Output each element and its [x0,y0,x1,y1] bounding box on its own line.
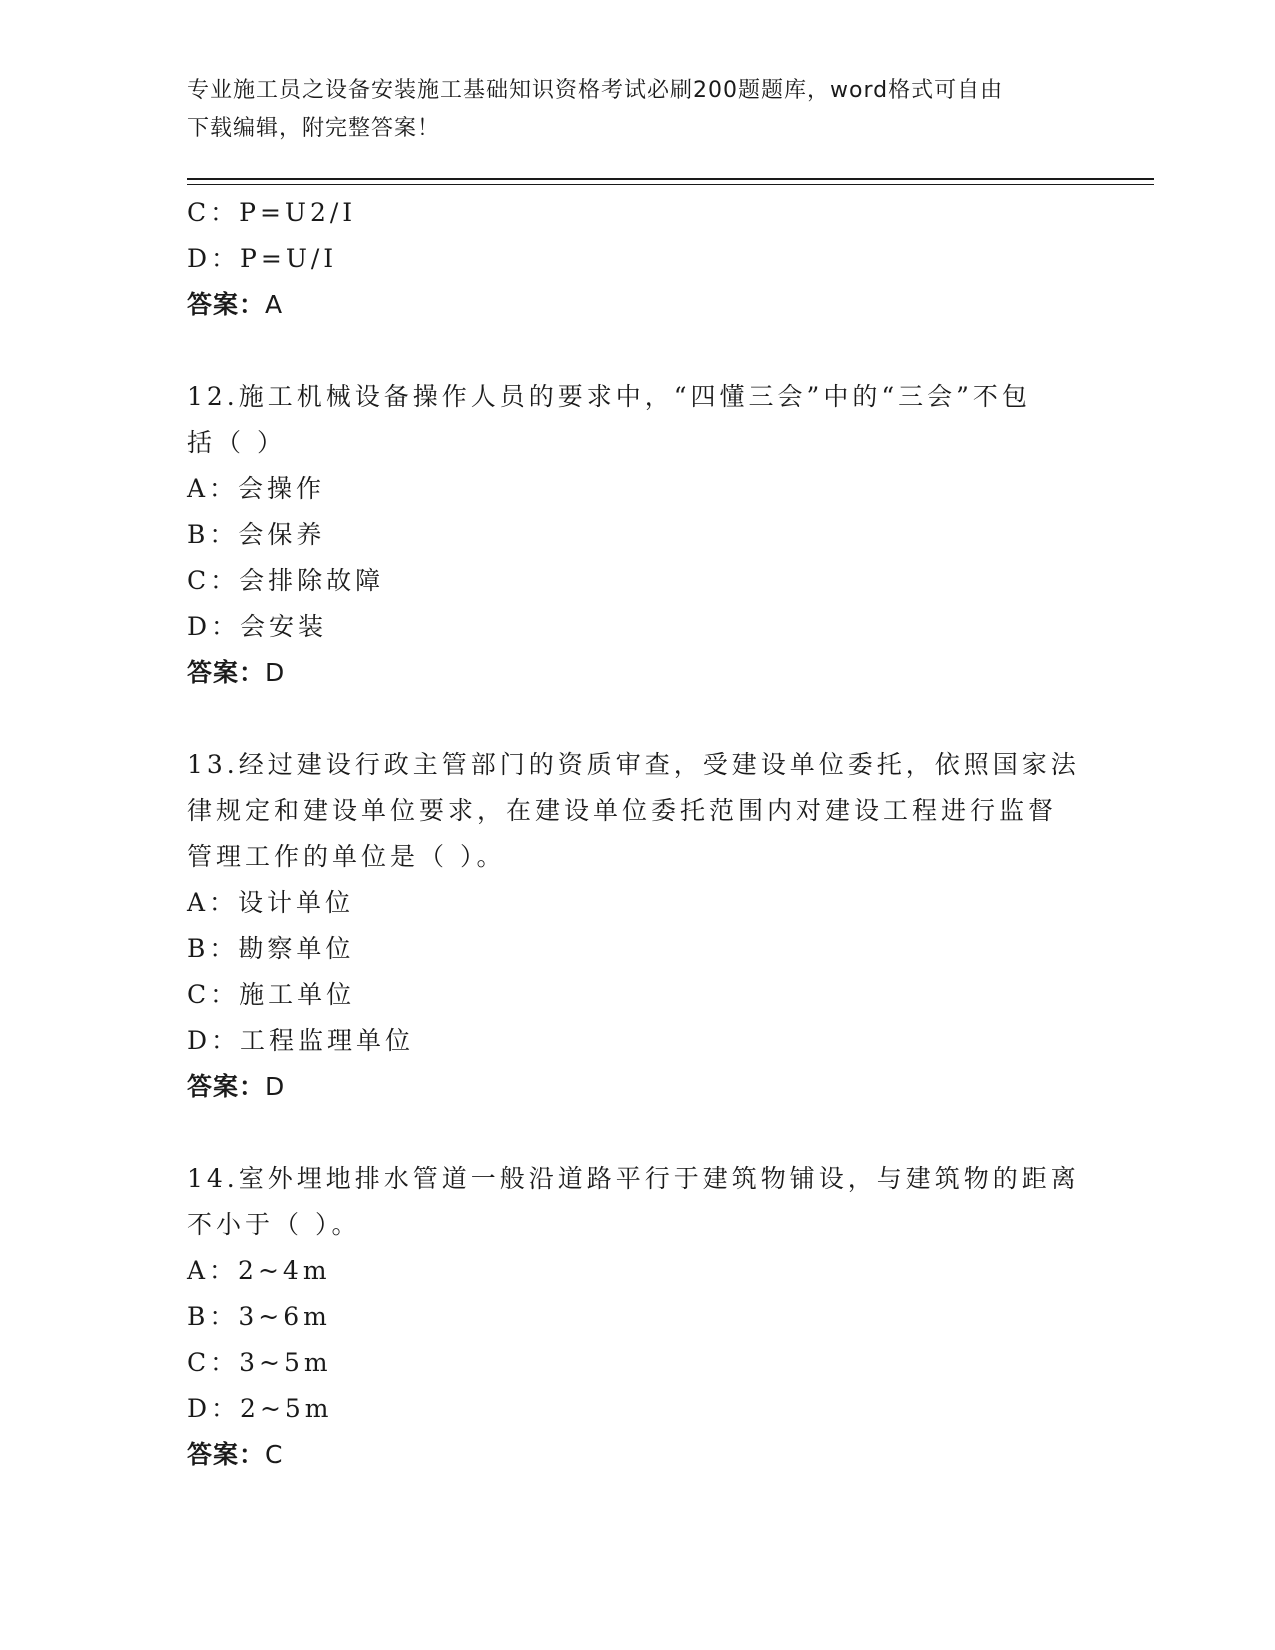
answer-value: D [265,658,286,687]
option-a: A：会操作 [187,474,326,503]
header-rule-thin [187,184,1154,185]
header-rule-thick [187,178,1154,180]
option-d: D：工程监理单位 [187,1026,415,1055]
option-a: A：设计单位 [187,888,355,917]
answer-value: A [265,290,284,319]
option-c: C：施工单位 [187,980,356,1009]
header-title-line-2: 下载编辑，附完整答案！ [187,116,441,141]
option-d: D：P=U/I [187,244,338,273]
document-header [187,72,1087,148]
question-11-tail [187,190,1087,328]
answer-line [187,1064,1087,1110]
option-c: C：3~5m [187,1348,332,1377]
answer-label: 答案： [187,1440,266,1469]
answer-label: 答案： [187,658,266,687]
header-title-line-1: 专业施工员之设备安装施工基础知识资格考试必刷200题题库，word格式可自由 [187,78,1004,103]
option-b: B：3~6m [187,1302,331,1331]
answer-line [187,650,1087,696]
question-13 [187,742,1087,1110]
option-d: D：会安装 [187,612,328,641]
question-stem-line: 律规定和建设单位要求，在建设单位委托范围内对建设工程进行监督 [187,796,1058,825]
question-12 [187,374,1087,696]
document-body [187,190,1087,1478]
question-stem-line: 管理工作的单位是（ ）。 [187,842,506,871]
option-b: B：勘察单位 [187,934,355,963]
question-stem-line: 括（ ） [187,428,286,457]
answer-line [187,1432,1087,1478]
option-c: C：会排除故障 [187,566,385,595]
answer-label: 答案： [187,290,266,319]
question-stem-line: 12.施工机械设备操作人员的要求中，“四懂三会”中的“三会”不包 [187,382,1031,411]
option-b: B：会保养 [187,520,326,549]
question-stem-line: 不小于（ ）。 [187,1210,361,1239]
option-d: D：2~5m [187,1394,333,1423]
option-a: A：2~4m [187,1256,331,1285]
question-stem-line: 14.室外埋地排水管道一般沿道路平行于建筑物铺设，与建筑物的距离 [187,1164,1080,1193]
question-14 [187,1156,1087,1478]
answer-label: 答案： [187,1072,266,1101]
option-c: C：P=U2/I [187,198,357,227]
answer-line [187,282,1087,328]
answer-value: C [265,1440,284,1469]
question-stem-line: 13.经过建设行政主管部门的资质审查，受建设单位委托，依照国家法 [187,750,1080,779]
answer-value: D [265,1072,286,1101]
